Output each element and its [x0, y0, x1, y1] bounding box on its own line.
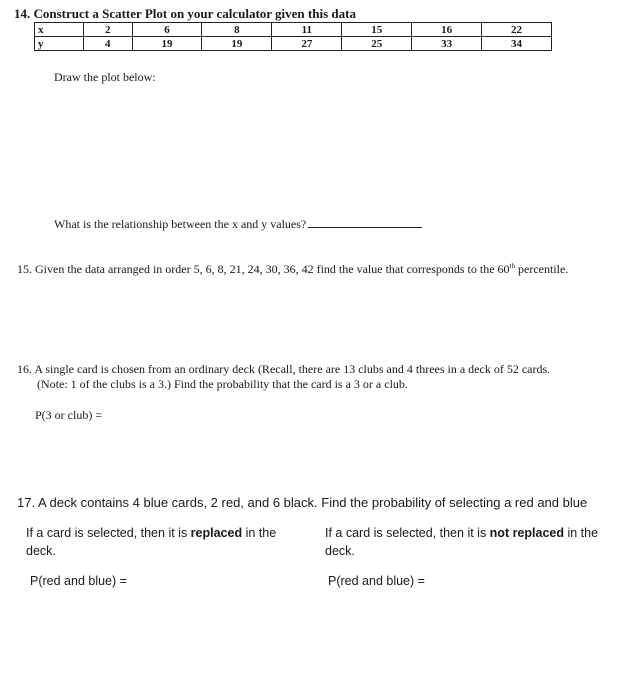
question-15-text: 15. Given the data arranged in order 5, 6, 8, 21, 24, 30, 36, 42 find the value that corresponds to the 60 [17, 262, 510, 276]
table-cell: 25 [342, 37, 412, 51]
not-replaced-answer-label: P(red and blue) = [328, 574, 425, 588]
not-replaced-emphasis: not replaced [489, 526, 564, 540]
table-row-y [35, 37, 552, 51]
data-table [34, 22, 552, 51]
question-15 [17, 262, 568, 277]
table-cell: 2 [84, 23, 133, 37]
table-row-x [35, 23, 552, 37]
relationship-prompt: What is the relationship between the x and y values? [54, 217, 307, 231]
row-header-x: x [35, 23, 84, 37]
not-replaced-text-pre: If a card is selected, then it is [325, 526, 490, 540]
question-15-text-end: percentile. [515, 262, 569, 276]
replaced-emphasis: replaced [190, 526, 243, 540]
replaced-case [26, 524, 296, 560]
question-14-title: 14. Construct a Scatter Plot on your calculator given this data [14, 6, 356, 21]
question-17-text: 17. A deck contains 4 blue cards, 2 red, and 6 black. Find the probability of selecting a red and blue [17, 495, 588, 510]
table-cell: 22 [482, 23, 552, 37]
question-16-answer-label: P(3 or club) = [35, 408, 103, 422]
table-cell: 15 [342, 23, 412, 37]
table-cell: 33 [412, 37, 482, 51]
replaced-text-pre: If a card is selected, then it is [26, 526, 191, 540]
table-cell: 34 [482, 37, 552, 51]
table-cell: 6 [132, 23, 202, 37]
replaced-answer-label: P(red and blue) = [30, 574, 127, 588]
table-cell: 11 [272, 23, 342, 37]
row-header-y: y [35, 37, 84, 51]
not-replaced-text-post: in the deck. [325, 526, 599, 558]
question-16-line1: 16. A single card is chosen from an ordinary deck (Recall, there are 13 clubs and 4 threes in a deck of 52 cards. [17, 362, 551, 376]
answer-blank [308, 216, 422, 228]
table-cell: 19 [202, 37, 272, 51]
table-cell: 16 [412, 23, 482, 37]
table-cell: 8 [202, 23, 272, 37]
draw-plot-prompt: Draw the plot below: [54, 70, 156, 84]
table-cell: 4 [84, 37, 133, 51]
table-cell: 27 [272, 37, 342, 51]
not-replaced-case [325, 524, 615, 560]
table-cell: 19 [132, 37, 202, 51]
ordinal-suffix: th [509, 262, 515, 270]
question-16-line2: (Note: 1 of the clubs is a 3.) Find the probability that the card is a 3 or a club. [37, 377, 408, 391]
relationship-question [54, 216, 422, 232]
replaced-text-post: in the deck. [26, 526, 277, 558]
